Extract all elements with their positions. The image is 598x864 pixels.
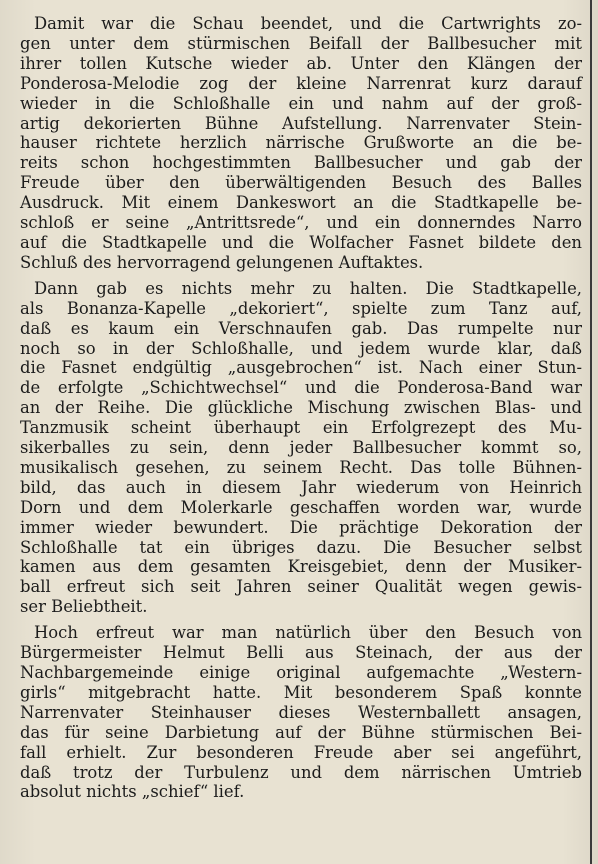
text-line: de erfolgte „Schichtwechsel“ und die Ponderosa-Band war [20,378,582,398]
text-line: auf die Stadtkapelle und die Wolfacher Fasnet bildete den [20,232,582,252]
text-line: ser Beliebtheit. [20,597,148,617]
text-line: Dorn und dem Molerkarle geschaffen worden war, wurde [20,497,582,517]
column-rule [590,0,592,864]
text-line: Ponderosa-Melodie zog der kleine Narrenrat kurz darauf [20,73,582,93]
text-line: ihrer tollen Kutsche wieder ab. Unter den Klängen der [20,53,582,73]
text-line: Hoch erfreut war man natürlich über den Besuch von [34,623,582,643]
paragraph-2 [20,279,582,617]
text-line: gen unter dem stürmischen Beifall der Ballbesucher mit [20,33,582,53]
text-line: sikerballes zu sein, denn jeder Ballbesucher kommt so, [20,438,582,458]
text-line: artig dekorierten Bühne Aufstellung. Narrenvater Stein- [20,113,582,133]
text-line: ball erfreut sich seit Jahren seiner Qualität wegen gewis- [20,577,582,597]
text-line: als Bonanza-Kapelle „dekoriert“, spielte zum Tanz auf, [20,298,582,318]
text-line: wieder in die Schloßhalle ein und nahm auf der groß- [20,93,582,113]
text-line: Schloßhalle tat ein übriges dazu. Die Besucher selbst [20,537,582,557]
text-line: Schluß des hervorragend gelungenen Auftaktes. [20,252,424,272]
text-line: musikalisch gesehen, zu seinem Recht. Das tolle Bühnen- [20,457,582,477]
text-line: daß trotz der Turbulenz und dem närrischen Umtrieb [20,762,582,782]
text-line: Damit war die Schau beendet, und die Cartwrights zo- [34,14,582,33]
text-line: an der Reihe. Die glückliche Mischung zwischen Blas- und [20,398,582,418]
text-line: Bürgermeister Helmut Belli aus Steinach, der aus der [20,643,582,663]
text-line: die Fasnet endgültig „ausgebrochen“ ist. Nach einer Stun- [20,358,582,378]
text-line: immer wieder bewundert. Die prächtige Dekoration der [20,517,582,537]
text-line: hauser richtete herzlich närrische Grußworte an die be- [20,133,582,153]
text-line: absolut nichts „schief“ lief. [20,782,245,802]
paragraph-1 [20,14,582,273]
text-line: Freude über den überwältigenden Besuch des Balles [20,173,582,193]
text-line: fall erhielt. Zur besonderen Freude aber sei angeführt, [20,742,582,762]
text-line: daß es kaum ein Verschnaufen gab. Das rumpelte nur [20,318,582,338]
text-line: girls“ mitgebracht hatte. Mit besonderem Spaß konnte [20,682,582,702]
text-line: Nachbargemeinde einige original aufgemachte „Western- [20,663,582,682]
text-line: kamen aus dem gesamten Kreisgebiet, denn der Musiker- [20,557,582,577]
article-body [20,14,582,808]
text-line: Narrenvater Steinhauser dieses Westernballett ansagen, [20,702,582,722]
text-line: Ausdruck. Mit einem Dankeswort an die Stadtkapelle be- [20,193,582,213]
text-line: schloß er seine „Antrittsrede“, und ein donnerndes Narro [20,213,582,233]
text-line: bild, das auch in diesem Jahr wiederum von Heinrich [20,477,582,497]
text-line: Dann gab es nichts mehr zu halten. Die Stadtkapelle, [34,278,582,298]
text-line: das für seine Darbietung auf der Bühne stürmischen Bei- [20,722,582,742]
text-line: reits schon hochgestimmten Ballbesucher und gab der [20,153,582,173]
text-line: Tanzmusik scheint überhaupt ein Erfolgrezept des Mu- [20,418,582,438]
text-line: noch so in der Schloßhalle, und jedem wurde klar, daß [20,338,582,358]
paragraph-3 [20,623,582,802]
